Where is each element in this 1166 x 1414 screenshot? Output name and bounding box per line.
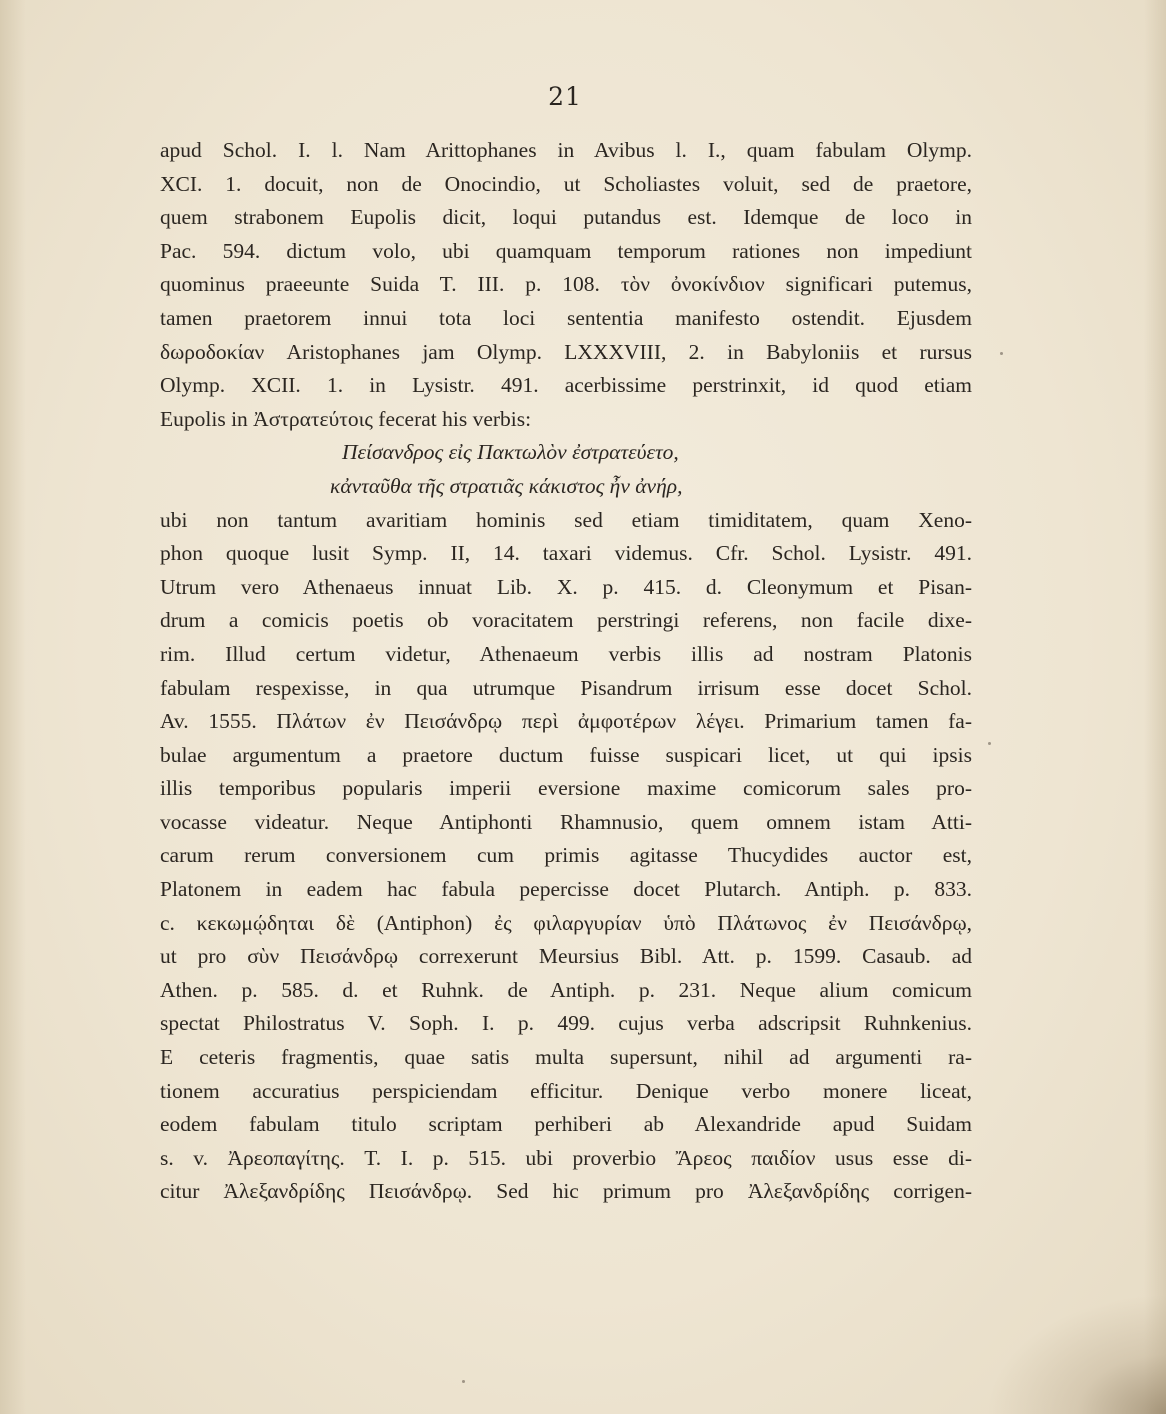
text-line: quominus praeeunte Suida T. III. p. 108. τὸν ὀνοκίνδιον significari putemus, bbox=[160, 272, 972, 297]
text-line: phon quoque lusit Symp. II, 14. taxari videmus. Cfr. Schol. Lysistr. 491. bbox=[160, 541, 972, 566]
text-line: c. κεκωμῴδηται δὲ (Antiphon) ἐς φιλαργυρίαν ὑπὸ Πλάτωνος ἐν Πεισάνδρῳ, bbox=[160, 910, 972, 935]
text-line: Athen. p. 585. d. et Ruhnk. de Antiph. p. 231. Neque alium comicum bbox=[160, 977, 972, 1002]
text-line: eodem fabulam titulo scriptam perhiberi ab Alexandride apud Suidam bbox=[160, 1112, 972, 1137]
text-line: tionem accuratius perspiciendam efficitur. Denique verbo monere liceat, bbox=[160, 1078, 972, 1103]
text-line: carum rerum conversionem cum primis agitasse Thucydides auctor est, bbox=[160, 843, 972, 868]
body-text bbox=[160, 134, 972, 1209]
text-line: s. v. Ἀρεοπαγίτης. T. I. p. 515. ubi proverbio Ἄρεος παιδίον usus esse di- bbox=[160, 1145, 972, 1170]
text-line: Eupolis in Ἀστρατεύτοις fecerat his verbis: bbox=[160, 406, 532, 431]
text-line: Pac. 594. dictum volo, ubi quamquam temporum rationes non impediunt bbox=[160, 238, 972, 263]
text-line: vocasse videatur. Neque Antiphonti Rhamnusio, quem omnem istam Atti- bbox=[160, 809, 972, 834]
text-line: Olymp. XCII. 1. in Lysistr. 491. acerbissime perstrinxit, id quod etiam bbox=[160, 373, 972, 398]
ink-speck bbox=[988, 742, 991, 745]
verse-line: κἀνταῦθα τῆς στρατιᾶς κάκιστος ἦν ἀνήρ, bbox=[330, 473, 683, 498]
text-line: apud Schol. I. l. Nam Arittophanes in Avibus l. I., quam fabulam Olymp. bbox=[160, 138, 972, 162]
page-edge-shadow-right bbox=[1144, 0, 1166, 1414]
text-line: quem strabonem Eupolis dicit, loqui putandus est. Idemque de loco in bbox=[160, 205, 972, 230]
text-line: ubi non tantum avaritiam hominis sed etiam timiditatem, quam Xeno- bbox=[160, 507, 972, 532]
ink-speck bbox=[1000, 352, 1003, 355]
text-line: citur Ἀλεξανδρίδης Πεισάνδρῳ. Sed hic primum pro Ἀλεξανδρίδης corrigen- bbox=[160, 1179, 972, 1204]
text-line: illis temporibus popularis imperii eversione maxime comicorum sales pro- bbox=[160, 776, 972, 801]
text-line: fabulam respexisse, in qua utrumque Pisandrum irrisum esse docet Schol. bbox=[160, 675, 972, 700]
text-line: ut pro σὺν Πεισάνδρῳ correxerunt Meursius Bibl. Att. p. 1599. Casaub. ad bbox=[160, 944, 972, 969]
text-line: drum a comicis poetis ob voracitatem perstringi referens, non facile dixe- bbox=[160, 608, 972, 633]
ink-speck bbox=[462, 1380, 465, 1383]
text-line: rim. Illud certum videtur, Athenaeum verbis illis ad nostram Platonis bbox=[160, 641, 972, 666]
text-line: Utrum vero Athenaeus innuat Lib. X. p. 415. d. Cleonymum et Pisan- bbox=[160, 574, 972, 599]
text-line: bulae argumentum a praetore ductum fuisse suspicari licet, ut qui ipsis bbox=[160, 742, 972, 767]
text-line: E ceteris fragmentis, quae satis multa supersunt, nihil ad argumenti ra- bbox=[160, 1045, 972, 1070]
verse-line: Πείσανδρος εἰς Πακτωλὸν ἐστρατεύετο, bbox=[342, 440, 679, 465]
text-line: Av. 1555. Πλάτων ἐν Πεισάνδρῳ περὶ ἀμφοτέρων λέγει. Primarium tamen fa- bbox=[160, 709, 972, 734]
text-line: XCI. 1. docuit, non de Onocindio, ut Scholiastes voluit, sed de praetore, bbox=[160, 171, 972, 196]
page-corner-shadow bbox=[986, 1294, 1166, 1414]
text-line: Platonem in eadem hac fabula pepercisse docet Plutarch. Antiph. p. 833. bbox=[160, 877, 972, 902]
page-edge-shadow-left bbox=[0, 0, 26, 1414]
text-line: δωροδοκίαν Aristophanes jam Olymp. LXXXVIII, 2. in Babyloniis et rursus bbox=[160, 339, 972, 364]
page-number: 21 bbox=[548, 82, 582, 111]
text-line: spectat Philostratus V. Soph. I. p. 499. cujus verba adscripsit Ruhnkenius. bbox=[160, 1011, 972, 1036]
text-line: tamen praetorem innui tota loci sententia manifesto ostendit. Ejusdem bbox=[160, 305, 972, 330]
